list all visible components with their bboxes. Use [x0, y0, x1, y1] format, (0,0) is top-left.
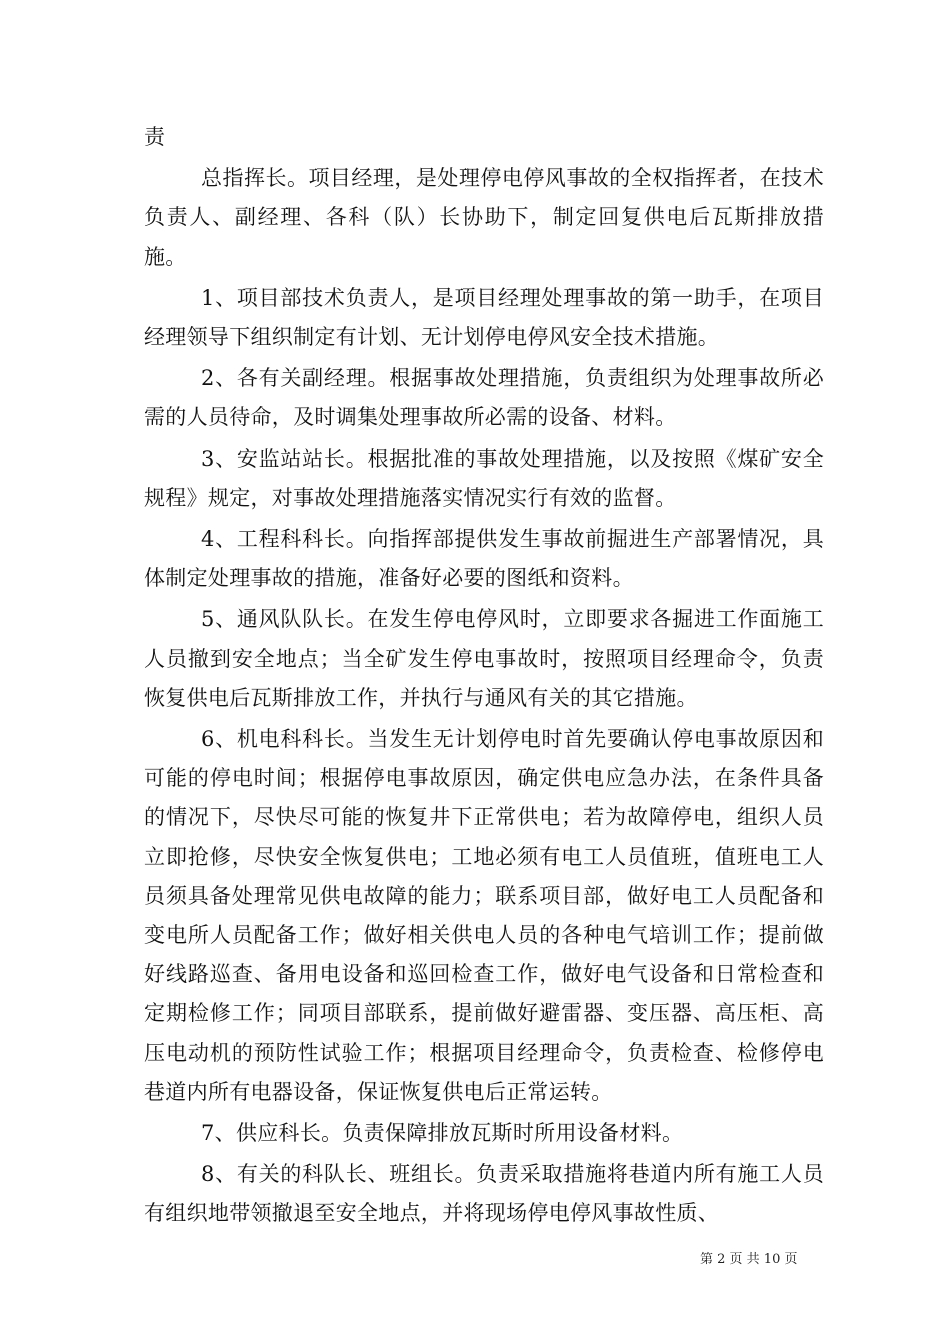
paragraph-item-5: 5、通风队队长。在发生停电停风时，立即要求各掘进工作面施工人员撤到安全地点；当全矿发生停电事故时，按照项目经理命令，负责恢复供电后瓦斯排放工作，并执行与通风有关的其它措施。	[144, 607, 824, 710]
paragraph-item-7: 7、供应科长。负责保障排放瓦斯时所用设备材料。	[201, 1121, 684, 1146]
paragraph-item-1: 1、项目部技术负责人，是项目经理处理事故的第一助手，在项目经理领导下组织制定有计划、无计划停电停风安全技术措施。	[144, 285, 824, 350]
paragraph-commander: 总指挥长。项目经理，是处理停电停风事故的全权指挥者，在技术负责人、副经理、各科（队）长协助下，制定回复供电后瓦斯排放措施。	[144, 166, 824, 269]
paragraph-item-2: 2、各有关副经理。根据事故处理措施，负责组织为处理事故所必需的人员待命，及时调集处理事故所必需的设备、材料。	[144, 366, 824, 430]
paragraph-item-3: 3、安监站站长。根据批准的事故处理措施，以及按照《煤矿安全规程》规定，对事故处理措施落实情况实行有效的监督。	[144, 446, 824, 510]
paragraph-item-8: 8、有关的科队长、班组长。负责采取措施将巷道内所有施工人员有组织地带领撤退至安全地点，并将现场停电停风事故性质、	[144, 1162, 824, 1226]
document-body	[144, 118, 824, 1236]
page-number-footer: 第 2 页 共 10 页	[700, 1252, 798, 1267]
paragraph-heading-tail: 责	[144, 125, 166, 149]
paragraph-item-6: 6、机电科科长。当发生无计划停电时首先要确认停电事故原因和可能的停电时间；根据停电事故原因，确定供电应急办法，在条件具备的情况下，尽快尽可能的恢复井下正常供电；若为故障停电，组织人员立即抢修，尽快安全恢复供电；工地必须有电工人员值班，值班电工人员须具备处理常见供电故障的能力；联系项目部，做好电工人员配备和变电所人员配备工作；做好相关供电人员的各种电气培训工作；提前做好线路巡查、备用电设备和巡回检查工作，做好电气设备和日常检查和定期检修工作；同项目部联系，提前做好避雷器、变压器、高压柜、高压电动机的预防性试验工作；根据项目经理命令，负责检查、检修停电巷道内所有电器设备，保证恢复供电后正常运转。	[144, 727, 824, 1104]
paragraph-item-4: 4、工程科科长。向指挥部提供发生事故前掘进生产部署情况，具体制定处理事故的措施，准备好必要的图纸和资料。	[144, 527, 824, 591]
